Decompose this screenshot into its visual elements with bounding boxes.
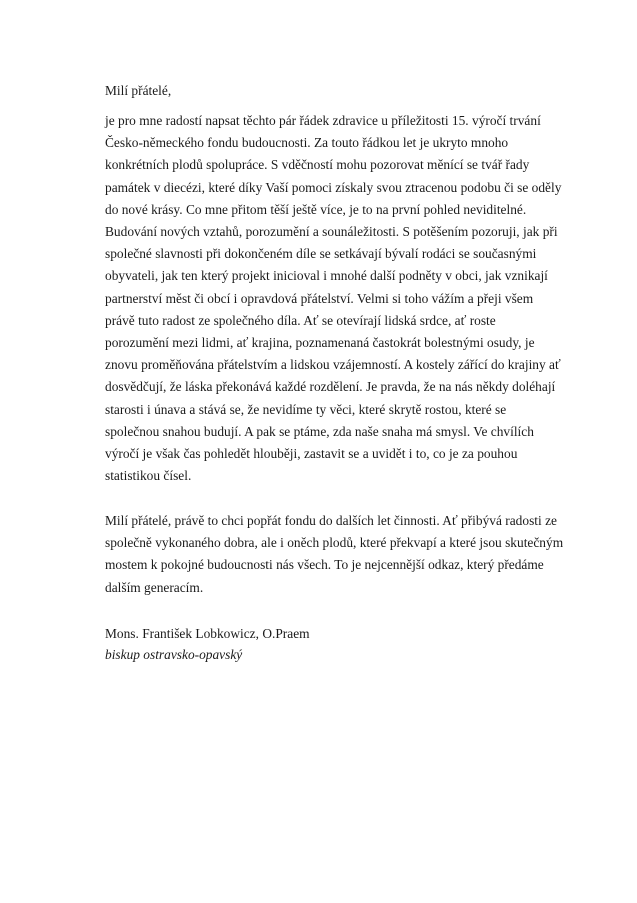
paragraph-line: dosvědčují, že láska překonává každé rozdělení. Je pravda, že na nás někdy doléhají xyxy=(105,379,556,395)
paragraph-line: obyvateli, jak ten který projekt inicioval i mnohé další podněty v obci, jak vznikají xyxy=(105,268,548,284)
paragraph-line: společné slavnosti při dokončeném díle se setkávají bývalí rodáci se současnými xyxy=(105,246,537,262)
paragraph-line: dalším generacím. xyxy=(105,579,204,595)
signature-name: Mons. František Lobkowicz, O.Praem xyxy=(105,626,310,641)
paragraph-line: společně vykonaného dobra, ale i oněch plodů, které překvapí a které jsou skutečným xyxy=(105,535,564,551)
paragraph-line: konkrétních plodů spolupráce. S vděčností mohu pozorovat měnící se tvář řady xyxy=(105,157,530,173)
paragraph-line: Budování nových vztahů, porozumění a sounáležitosti. S potěšením pozoruji, jak při xyxy=(105,224,558,240)
paragraph-2 xyxy=(105,510,575,599)
paragraph-line: statistikou čísel. xyxy=(105,468,192,484)
greeting-text: Milí přátelé, xyxy=(105,83,172,98)
paragraph-line: starosti i únava a stává se, že nevidíme ty věci, které skrytě rostou, které se xyxy=(105,401,507,417)
paragraph-line: je pro mne radostí napsat těchto pár řádek zdravice u příležitosti 15. výročí trvání xyxy=(105,113,541,128)
paragraph-line: do nové krásy. Co mne přitom těší ještě více, je to na první pohled neviditelné. xyxy=(105,201,527,217)
paragraph-1 xyxy=(105,110,575,487)
paragraph-line: společnou snahou budují. A pak se ptáme, zda naše snaha má smysl. Ve chvílích xyxy=(105,423,534,439)
paragraph-line: Česko-německého fondu budoucnosti. Za touto řádkou let je ukryto mnoho xyxy=(105,135,509,151)
paragraph-line: partnerství měst či obcí i opravdová přátelství. Velmi si toho vážím a přeji všem xyxy=(105,290,534,306)
paragraph-line: mostem k pokojné budoucnosti nás všech. To je nejcennější odkaz, který předáme xyxy=(105,557,544,573)
greeting xyxy=(105,80,575,102)
paragraph-line: výročí je však čas pohledět hlouběji, zastavit se a uvidět i to, co je za pouhou xyxy=(105,446,518,462)
signature-block xyxy=(105,623,575,665)
signature-title: biskup ostravsko-opavský xyxy=(105,647,243,662)
paragraph-line: porozumění mezi lidmi, ať krajina, poznamenaná častokrát bolestnými osudy, je xyxy=(105,335,535,351)
paragraph-line: znovu proměňována přátelstvím a lidskou vzájemností. A kostely zářící do krajiny ať xyxy=(105,357,561,373)
paragraph-line: památek v diecézi, které díky Vaší pomoci získaly svou ztracenou podobu či se oděly xyxy=(105,179,562,195)
paragraph-line: právě tuto radost ze společného díla. Ať se otevírají lidská srdce, ať roste xyxy=(105,312,496,328)
paragraph-line: Milí přátelé, právě to chci popřát fondu do dalších let činnosti. Ať přibývá radosti ze xyxy=(105,513,557,528)
